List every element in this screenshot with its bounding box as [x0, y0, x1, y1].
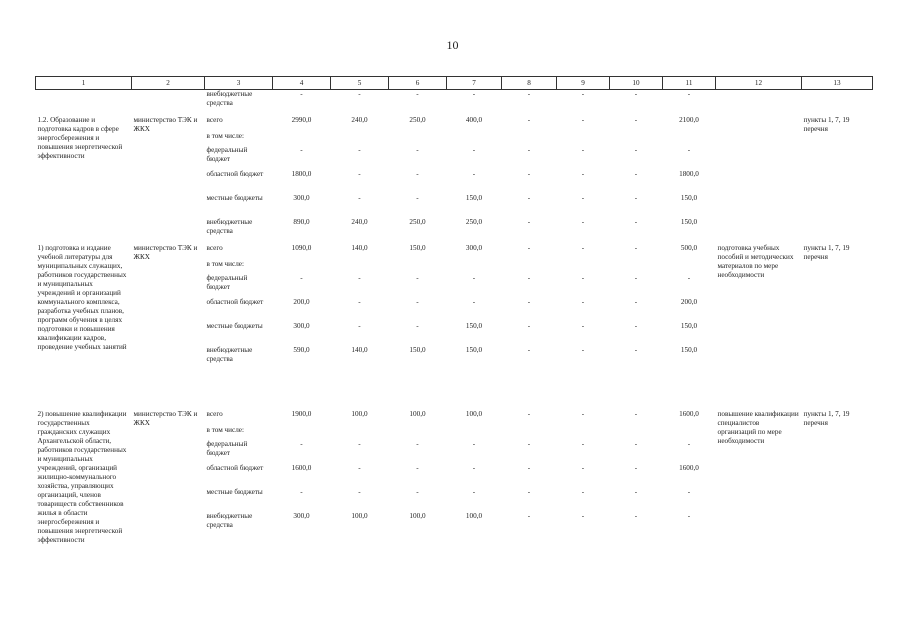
value-cell: 100,0	[351, 409, 368, 418]
value-cell: 1800,0	[291, 169, 312, 178]
funding-source: внебюджетные средства	[206, 90, 253, 107]
value-cell: -	[358, 297, 361, 306]
value-cell: -	[416, 169, 419, 178]
value-cell: 100,0	[409, 409, 426, 418]
value-cell: -	[358, 487, 361, 496]
value-cell: -	[634, 169, 638, 178]
value-cell: -	[581, 487, 585, 496]
value-cell	[331, 426, 389, 440]
list-points: пункты 1, 7, 19 перечня	[803, 243, 850, 261]
value-cell: -	[527, 193, 531, 202]
value-cell: 200,0	[293, 297, 310, 306]
value-cell: 300,0	[465, 243, 483, 252]
program-table	[35, 76, 873, 604]
value-cell: -	[634, 273, 638, 282]
value-cell: -	[416, 463, 419, 472]
value-cell: -	[687, 439, 691, 448]
list-points: пункты 1, 7, 19 перечня	[803, 409, 850, 427]
value-cell: -	[581, 169, 585, 178]
value-cell: -	[581, 463, 585, 472]
expected-result	[716, 116, 802, 244]
value-cell: -	[581, 297, 585, 306]
measure-name: 1.2. Образование и подготовка кадров в сфере энергосбережения и повышения энергетической эффективности	[37, 115, 123, 160]
value-cell: -	[634, 463, 638, 472]
value-cell: 150,0	[465, 345, 483, 354]
value-cell: -	[581, 217, 585, 226]
header-cell: 3	[205, 77, 273, 90]
value-cell	[273, 426, 331, 440]
value-cell: -	[527, 145, 531, 154]
funding-source: внебюджетные средства	[206, 217, 253, 235]
value-cell: 140,0	[351, 243, 368, 252]
value-cell	[502, 132, 557, 146]
funding-source: всего	[206, 409, 223, 418]
value-cell: 2100,0	[679, 115, 699, 124]
value-cell: -	[527, 90, 531, 98]
expected-result: подготовка учебных пособий и методических материалов по мере необходимости	[717, 243, 794, 279]
value-cell: 300,0	[293, 511, 310, 520]
value-cell: -	[358, 439, 361, 448]
table-row	[36, 90, 873, 116]
funding-source: областной бюджет	[206, 463, 264, 472]
value-cell: -	[634, 217, 638, 226]
value-cell: -	[581, 321, 585, 330]
value-cell: -	[527, 345, 531, 354]
header-cell: 12	[716, 77, 802, 90]
value-cell: 150,0	[465, 321, 483, 330]
header-cell: 2	[132, 77, 205, 90]
funding-source: областной бюджет	[206, 169, 264, 178]
value-cell	[610, 426, 663, 440]
header-cell: 9	[557, 77, 610, 90]
value-cell: 200,0	[680, 297, 698, 306]
value-cell: -	[687, 145, 691, 154]
funding-source: в том числе:	[206, 259, 244, 268]
value-cell: 890,0	[293, 217, 310, 226]
value-cell: -	[581, 439, 585, 448]
funding-source: всего	[206, 243, 223, 252]
value-cell	[389, 260, 447, 274]
list-points: пункты 1, 7, 19 перечня	[803, 115, 850, 133]
header-cell: 5	[331, 77, 389, 90]
value-cell: -	[527, 511, 531, 520]
value-cell: -	[472, 487, 476, 496]
value-cell: -	[634, 145, 638, 154]
value-cell: -	[634, 115, 638, 124]
table-row	[36, 410, 873, 426]
value-cell: -	[300, 273, 303, 282]
value-cell: -	[634, 193, 638, 202]
value-cell: 100,0	[351, 511, 368, 520]
value-cell: -	[527, 217, 531, 226]
value-cell	[557, 132, 610, 146]
value-cell: -	[416, 297, 419, 306]
value-cell: -	[581, 115, 585, 124]
measure-name: 2) повышение квалификации государственных гражданских служащих Архангельской области, работников государственных и муниципальных учреждений, организаций жилищно-коммунального хозяйства, управляющих организаций, членов товариществ собственников жилья в области энергосбережения и повышения энергетической эффективности	[37, 409, 127, 544]
value-cell: -	[527, 321, 531, 330]
funding-source: федеральный бюджет	[206, 273, 248, 291]
value-cell	[447, 426, 502, 440]
value-cell: -	[300, 145, 303, 154]
value-cell: 1600,0	[291, 463, 312, 472]
measure-name: 1) подготовка и издание учебной литературы для муниципальных служащих, работников государственных и муниципальных учреждений и организаций коммунального комплекса, разработка учебных планов, программ обучения в целях подготовки и повышения квалификации кадров, проведение учебных занятий	[37, 243, 127, 351]
value-cell	[331, 260, 389, 274]
value-cell	[389, 132, 447, 146]
value-cell: -	[581, 193, 585, 202]
value-cell: -	[527, 297, 531, 306]
value-cell: -	[472, 439, 476, 448]
funding-source: местные бюджеты	[206, 193, 263, 202]
value-cell: -	[527, 439, 531, 448]
value-cell: -	[416, 193, 419, 202]
value-cell	[663, 426, 716, 440]
funding-source: федеральный бюджет	[206, 145, 248, 163]
value-cell: 150,0	[680, 321, 698, 330]
value-cell: -	[358, 145, 361, 154]
value-cell: -	[472, 297, 476, 306]
value-cell: 250,0	[465, 217, 483, 226]
header-cell: 1	[36, 77, 132, 90]
value-cell	[273, 132, 331, 146]
value-cell: -	[581, 90, 585, 98]
value-cell: 1900,0	[291, 409, 312, 418]
header-cell: 4	[273, 77, 331, 90]
value-cell: -	[687, 511, 691, 520]
value-cell: -	[634, 90, 638, 98]
value-cell: -	[358, 273, 361, 282]
value-cell: -	[416, 487, 419, 496]
value-cell	[557, 260, 610, 274]
value-cell: 2990,0	[291, 115, 312, 124]
value-cell: 140,0	[351, 345, 368, 354]
value-cell: 150,0	[409, 243, 426, 252]
table-row	[36, 244, 873, 260]
value-cell: 590,0	[293, 345, 310, 354]
value-cell: -	[416, 321, 419, 330]
value-cell: 300,0	[293, 321, 310, 330]
page-number: 10	[446, 38, 459, 52]
value-cell: -	[581, 511, 585, 520]
funding-source: внебюджетные средства	[206, 511, 253, 529]
funding-source: всего	[206, 115, 223, 124]
value-cell: 150,0	[465, 193, 483, 202]
value-cell	[663, 260, 716, 274]
value-cell: -	[300, 487, 303, 496]
expected-result: повышение квалификации специалистов организаций по мере необходимости	[717, 409, 799, 445]
value-cell: -	[634, 321, 638, 330]
value-cell: 240,0	[351, 217, 368, 226]
value-cell: 400,0	[465, 115, 483, 124]
value-cell: 100,0	[465, 409, 483, 418]
value-cell: -	[634, 439, 638, 448]
value-cell: -	[581, 243, 585, 252]
value-cell	[331, 132, 389, 146]
header-cell: 10	[610, 77, 663, 90]
value-cell: -	[527, 169, 531, 178]
value-cell: -	[358, 193, 361, 202]
value-cell: 250,0	[409, 217, 426, 226]
value-cell: -	[527, 243, 531, 252]
executor: министерство ТЭК и ЖКХ	[133, 243, 198, 261]
value-cell: -	[634, 243, 638, 252]
value-cell: -	[527, 115, 531, 124]
value-cell: 100,0	[409, 511, 426, 520]
value-cell: 1800,0	[679, 169, 699, 178]
value-cell	[663, 132, 716, 146]
value-cell: -	[300, 90, 303, 98]
header-cell: 8	[502, 77, 557, 90]
value-cell: 500,0	[680, 243, 698, 252]
value-cell: -	[527, 409, 531, 418]
value-cell: -	[416, 439, 419, 448]
value-cell: -	[472, 463, 476, 472]
value-cell: 150,0	[680, 193, 698, 202]
executor: министерство ТЭК и ЖКХ	[133, 409, 198, 427]
value-cell: -	[687, 90, 691, 98]
value-cell: 250,0	[409, 115, 426, 124]
value-cell: -	[527, 273, 531, 282]
header-cell: 13	[802, 77, 873, 90]
value-cell	[557, 426, 610, 440]
funding-source: местные бюджеты	[206, 321, 263, 330]
funding-source: в том числе:	[206, 425, 244, 434]
header-cell: 6	[389, 77, 447, 90]
value-cell: -	[687, 273, 691, 282]
value-cell: 1600,0	[679, 409, 699, 418]
funding-source: в том числе:	[206, 131, 244, 140]
value-cell	[610, 132, 663, 146]
value-cell: 300,0	[293, 193, 310, 202]
funding-source: областной бюджет	[206, 297, 264, 306]
executor: министерство ТЭК и ЖКХ	[133, 115, 198, 133]
value-cell: -	[416, 90, 419, 98]
value-cell: -	[472, 273, 476, 282]
value-cell: 150,0	[409, 345, 426, 354]
value-cell: 150,0	[680, 217, 698, 226]
value-cell: -	[634, 487, 638, 496]
value-cell: 100,0	[465, 511, 483, 520]
value-cell: 1600,0	[679, 463, 699, 472]
value-cell: -	[472, 169, 476, 178]
header-cell: 11	[663, 77, 716, 90]
value-cell: -	[416, 273, 419, 282]
value-cell: 150,0	[680, 345, 698, 354]
value-cell	[502, 426, 557, 440]
value-cell: -	[634, 345, 638, 354]
value-cell	[447, 260, 502, 274]
value-cell: -	[581, 345, 585, 354]
value-cell: 1090,0	[291, 243, 312, 252]
value-cell: -	[634, 511, 638, 520]
value-cell: -	[581, 145, 585, 154]
value-cell: -	[581, 409, 585, 418]
value-cell: -	[358, 321, 361, 330]
value-cell: -	[527, 463, 531, 472]
table-row	[36, 116, 873, 132]
value-cell: -	[687, 487, 691, 496]
value-cell: -	[358, 463, 361, 472]
value-cell: -	[527, 487, 531, 496]
value-cell	[610, 260, 663, 274]
value-cell: -	[581, 273, 585, 282]
value-cell	[447, 132, 502, 146]
value-cell	[502, 260, 557, 274]
value-cell: -	[416, 145, 419, 154]
value-cell: -	[358, 90, 361, 98]
header-cell: 7	[447, 77, 502, 90]
value-cell	[273, 260, 331, 274]
value-cell: -	[300, 439, 303, 448]
header-row	[36, 77, 873, 90]
value-cell	[389, 426, 447, 440]
funding-source: местные бюджеты	[206, 487, 263, 496]
value-cell: 240,0	[351, 115, 368, 124]
value-cell: -	[472, 90, 476, 98]
value-cell: -	[634, 409, 638, 418]
value-cell: -	[634, 297, 638, 306]
value-cell: -	[472, 145, 476, 154]
value-cell: -	[358, 169, 361, 178]
funding-source: федеральный бюджет	[206, 439, 248, 457]
funding-source: внебюджетные средства	[206, 345, 253, 363]
